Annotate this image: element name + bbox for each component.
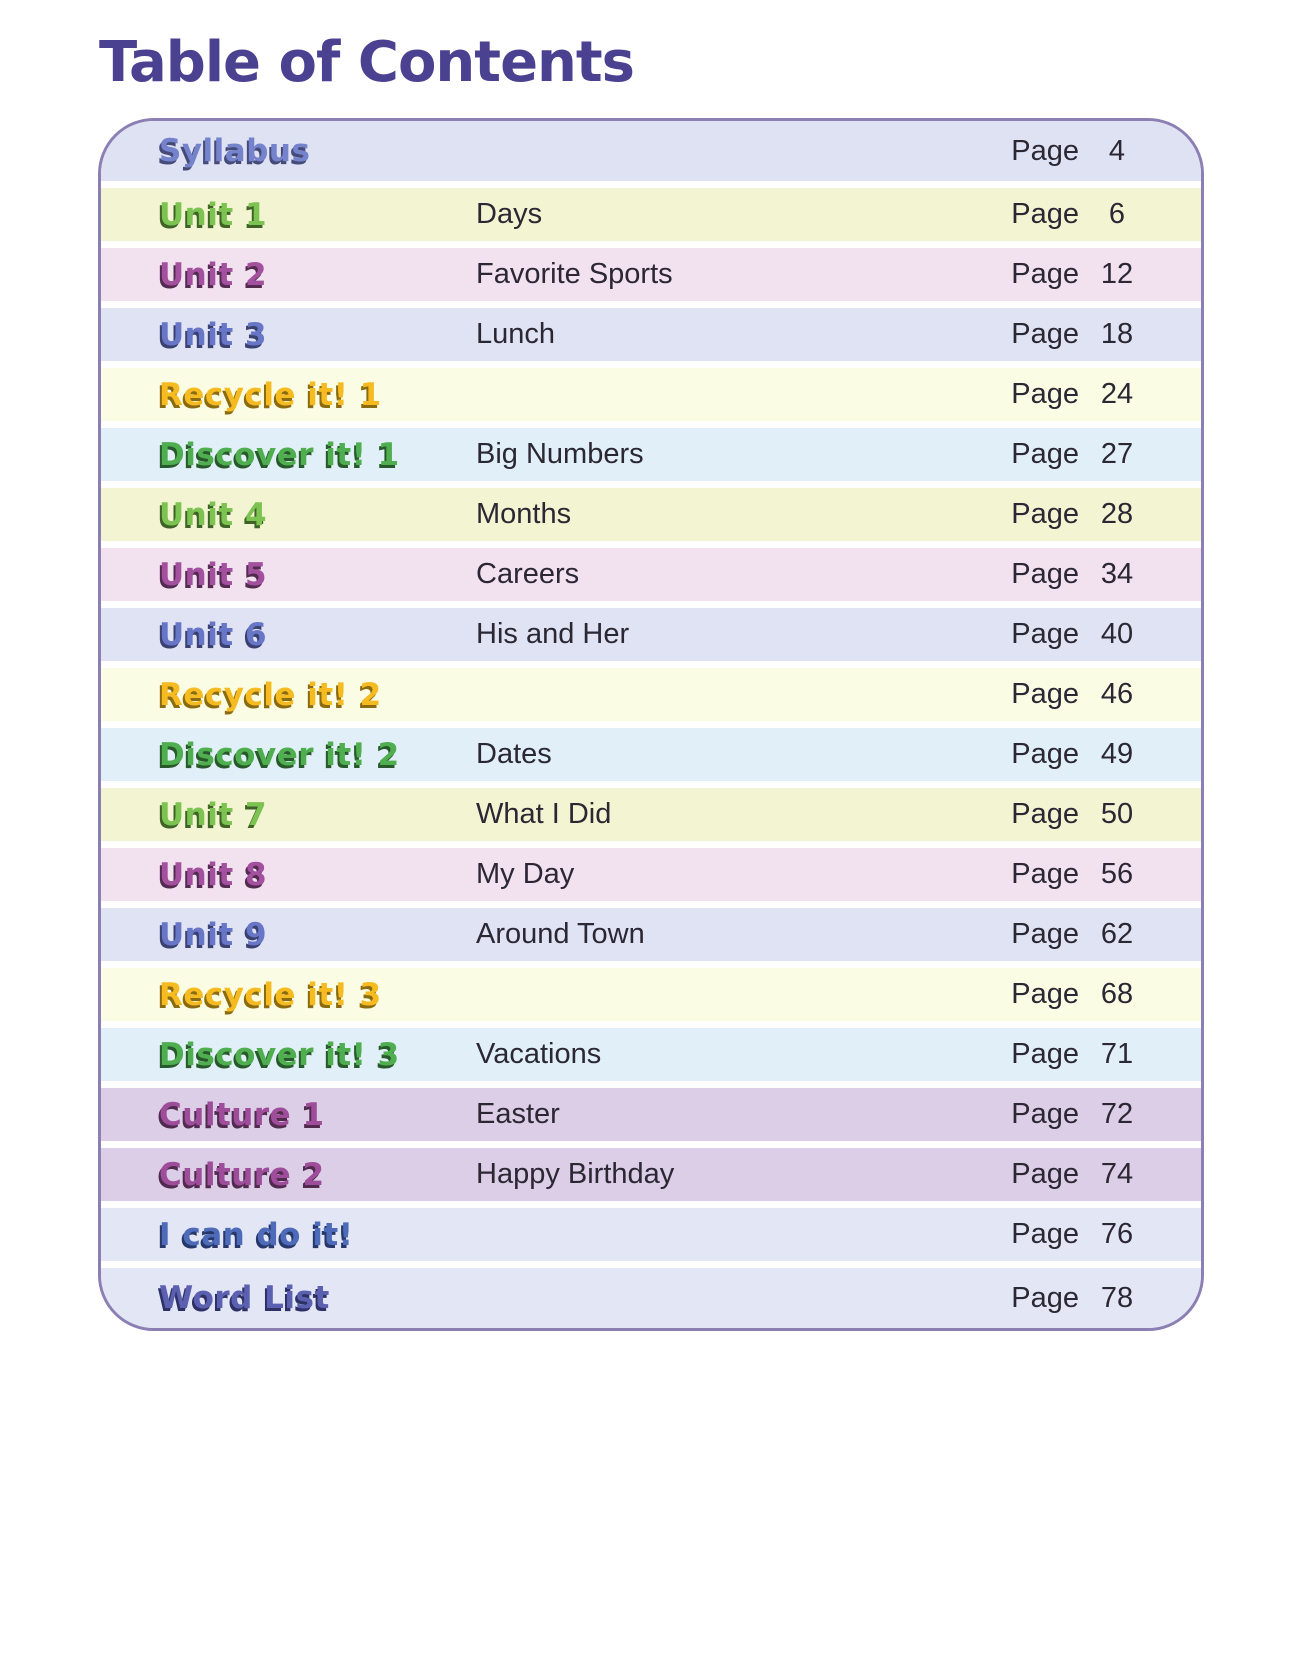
toc-entry-page [1011, 318, 1149, 351]
toc-page-number: 78 [1100, 1281, 1134, 1314]
toc-page-number: 4 [1108, 134, 1126, 167]
table-row [101, 1148, 1201, 1201]
table-row [101, 728, 1201, 781]
toc-page-word: Page [1011, 1098, 1079, 1130]
toc-page-word: Page [1011, 1158, 1079, 1190]
toc-entry-label: Unit 8 [159, 856, 268, 893]
toc-page-word: Page [1011, 978, 1079, 1010]
table-row [101, 121, 1201, 181]
toc-page-number: 28 [1100, 498, 1134, 530]
toc-page-word: Page [1011, 438, 1079, 470]
toc-page-number: 56 [1100, 858, 1134, 890]
toc-page-word: Page [1011, 618, 1079, 650]
toc-entry-topic: Around Town [476, 918, 645, 950]
toc-entry-label: Unit 4 [159, 496, 268, 533]
toc-entry-topic: Easter [476, 1098, 560, 1130]
toc-entry-topic: Happy Birthday [476, 1158, 675, 1190]
toc-entry-topic: Lunch [476, 318, 556, 350]
table-row [101, 248, 1201, 301]
toc-entry-topic: My Day [476, 858, 575, 890]
toc-entry-label: Unit 1 [159, 196, 268, 233]
toc-entry-label: Unit 2 [159, 256, 268, 293]
toc-page-word: Page [1011, 1218, 1079, 1250]
toc-page-number: 6 [1108, 198, 1126, 230]
table-row [101, 548, 1201, 601]
toc-page-word: Page [1011, 1281, 1079, 1314]
table-row [101, 488, 1201, 541]
toc-page-number: 46 [1100, 678, 1134, 710]
toc-entry-label: Unit 7 [159, 796, 268, 833]
toc-page-word: Page [1011, 798, 1079, 830]
toc-page-word: Page [1011, 558, 1079, 590]
toc-entry-page [1011, 1282, 1149, 1315]
toc-entry-topic: His and Her [476, 618, 630, 650]
toc-entry-page [1011, 1098, 1149, 1131]
toc-entry-page [1011, 738, 1149, 771]
toc-entry-page [1011, 798, 1149, 831]
table-row [101, 848, 1201, 901]
toc-entry-page [1011, 1218, 1149, 1251]
toc-entry-topic: Dates [476, 738, 552, 770]
toc-page-number: 49 [1100, 738, 1134, 770]
toc-entry-page [1011, 558, 1149, 591]
table-row [101, 1208, 1201, 1261]
toc-page-number: 71 [1100, 1038, 1134, 1070]
toc-entry-label: Discover it! 3 [159, 1036, 400, 1073]
toc-entry-page [1011, 678, 1149, 711]
toc-page-word: Page [1011, 1038, 1079, 1070]
toc-page-number: 40 [1100, 618, 1134, 650]
toc-page-number: 12 [1100, 258, 1134, 290]
page-title: Table of Contents [99, 30, 635, 95]
toc-entry-page [1011, 918, 1149, 951]
toc-page-number: 62 [1100, 918, 1134, 950]
toc-entry-page [1011, 438, 1149, 471]
toc-entry-page [1011, 978, 1149, 1011]
toc-page-number: 50 [1100, 798, 1134, 830]
table-row [101, 608, 1201, 661]
toc-entry-label: Recycle it! 2 [159, 676, 382, 713]
toc-page-word: Page [1011, 918, 1079, 950]
toc-entry-label: Culture 2 [159, 1156, 325, 1193]
toc-page-word: Page [1011, 198, 1079, 230]
table-row [101, 968, 1201, 1021]
toc-entry-topic: What I Did [476, 798, 612, 830]
toc-entry-topic: Big Numbers [476, 438, 644, 470]
toc-card [98, 118, 1204, 1331]
toc-page-word: Page [1011, 858, 1079, 890]
toc-entry-label: Unit 9 [159, 916, 268, 953]
toc-entry-label: Word List [159, 1280, 330, 1316]
toc-page-number: 24 [1100, 378, 1134, 410]
toc-page-number: 76 [1100, 1218, 1134, 1250]
toc-entry-label: Unit 6 [159, 616, 268, 653]
toc-page-number: 72 [1100, 1098, 1134, 1130]
table-row [101, 908, 1201, 961]
toc-entry-page [1011, 258, 1149, 291]
toc-entry-label: I can do it! [159, 1216, 354, 1253]
table-row [101, 1028, 1201, 1081]
toc-page-word: Page [1011, 378, 1079, 410]
toc-entry-topic: Months [476, 498, 572, 530]
toc-entry-label: Discover it! 2 [159, 736, 400, 773]
table-row [101, 668, 1201, 721]
toc-entry-label: Culture 1 [159, 1096, 325, 1133]
toc-entry-topic: Days [476, 198, 543, 230]
toc-entry-page [1011, 498, 1149, 531]
toc-page-word: Page [1011, 318, 1079, 350]
table-row [101, 1088, 1201, 1141]
toc-entry-page [1011, 1038, 1149, 1071]
table-row [101, 788, 1201, 841]
toc-entry-label: Recycle it! 1 [159, 376, 382, 413]
toc-page-word: Page [1011, 738, 1079, 770]
toc-page-number: 27 [1100, 438, 1134, 470]
toc-page-number: 18 [1100, 318, 1134, 350]
table-row [101, 308, 1201, 361]
toc-entry-label: Recycle it! 3 [159, 976, 382, 1013]
toc-entry-page [1011, 1158, 1149, 1191]
table-row [101, 1268, 1201, 1328]
toc-entry-label: Discover it! 1 [159, 436, 400, 473]
toc-page-number: 34 [1100, 558, 1134, 590]
toc-page-word: Page [1011, 258, 1079, 290]
toc-entry-page [1011, 135, 1149, 168]
toc-page-word: Page [1011, 498, 1079, 530]
table-row [101, 368, 1201, 421]
toc-entry-label: Unit 3 [159, 316, 268, 353]
toc-entry-page [1011, 858, 1149, 891]
toc-entry-topic: Careers [476, 558, 580, 590]
toc-entry-page [1011, 378, 1149, 411]
toc-entry-label: Syllabus [159, 133, 311, 169]
toc-page-word: Page [1011, 678, 1079, 710]
toc-entry-label: Unit 5 [159, 556, 268, 593]
toc-entry-topic: Vacations [476, 1038, 602, 1070]
toc-page-number: 74 [1100, 1158, 1134, 1190]
table-row [101, 428, 1201, 481]
table-row [101, 188, 1201, 241]
toc-page-number: 68 [1100, 978, 1134, 1010]
toc-entry-page [1011, 618, 1149, 651]
toc-entry-page [1011, 198, 1149, 231]
toc-entry-topic: Favorite Sports [476, 258, 673, 290]
toc-page-word: Page [1011, 134, 1079, 167]
